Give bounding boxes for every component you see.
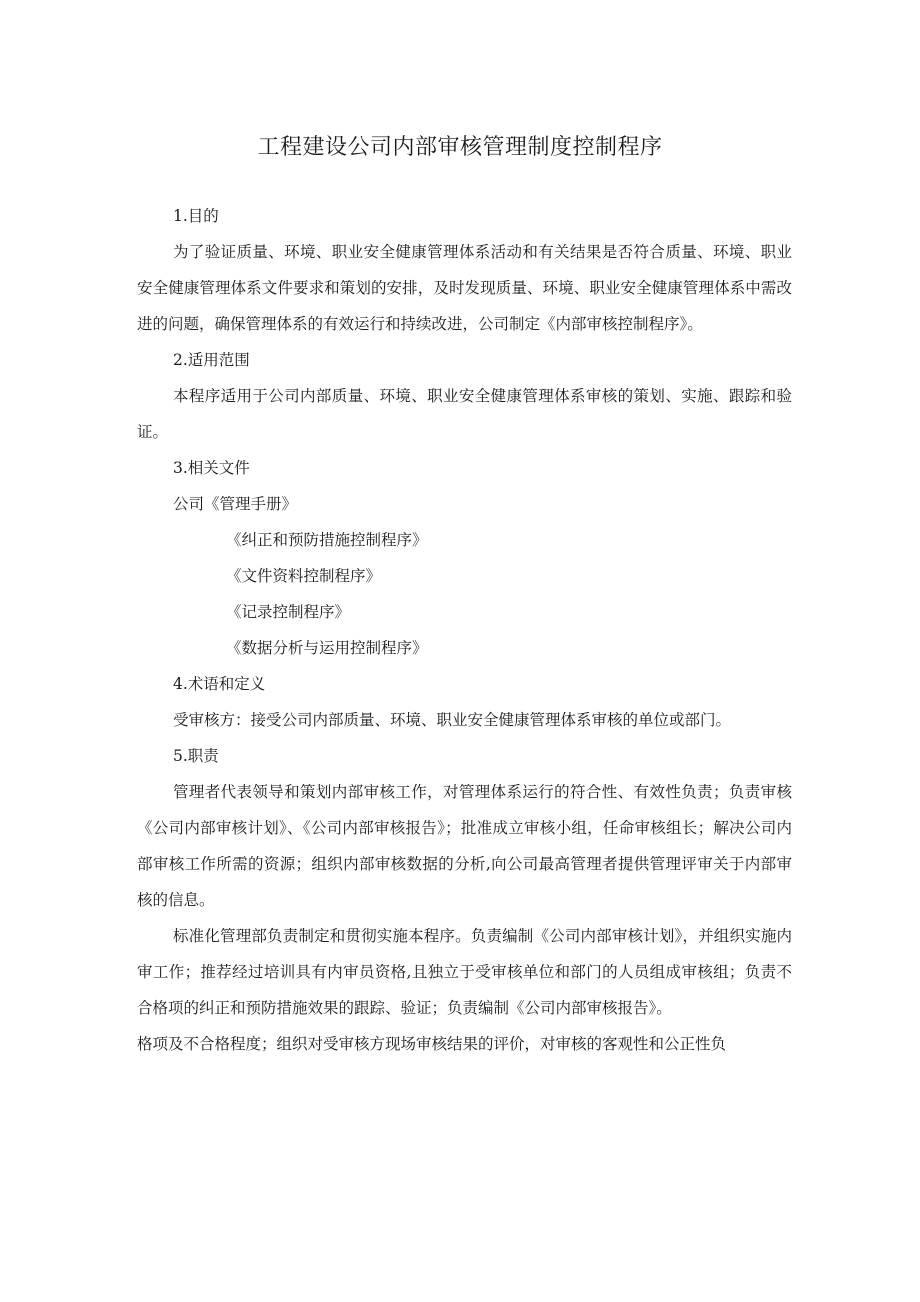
- section-heading-related-docs: 3.相关文件: [173, 459, 250, 477]
- related-doc-item: 《数据分析与运用控制程序》: [226, 639, 428, 657]
- scope-paragraph: 本程序适用于公司内部质量、环境、职业安全健康管理体系审核的策划、实施、跟踪和验证。: [137, 387, 792, 441]
- section-heading-terms: 4.术语和定义: [173, 675, 266, 693]
- purpose-paragraph: 为了验证质量、环境、职业安全健康管理体系活动和有关结果是否符合质量、环境、职业安全健康管理体系文件要求和策划的安排，及时发现质量、环境、职业安全健康管理体系中需改进的问题，确保管理体系的有效运行和持续改进，公司制定《内部审核控制程序》。: [137, 243, 792, 333]
- related-doc-item: 《记录控制程序》: [226, 603, 351, 621]
- related-doc-item: 《纠正和预防措施控制程序》: [226, 531, 428, 549]
- responsibility-paragraph: 格项及不合格程度；组织对受审核方现场审核结果的评价，对审核的客观性和公正性负: [137, 1035, 727, 1053]
- related-doc-item: 《文件资料控制程序》: [226, 567, 382, 585]
- document-body: [137, 198, 792, 1062]
- terms-paragraph: 受审核方：接受公司内部质量、环境、职业安全健康管理体系审核的单位或部门。: [173, 711, 732, 729]
- section-heading-purpose: 1.目的: [173, 207, 219, 225]
- responsibility-paragraph: 管理者代表领导和策划内部审核工作，对管理体系运行的符合性、有效性负责；负责审核《公司内部审核计划》、《公司内部审核报告》；批准成立审核小组，任命审核组长；解决公司内部审核工作所需的资源；组织内部审核数据的分析,向公司最高管理者提供管理评审关于内部审核的信息。: [137, 783, 792, 909]
- section-heading-scope: 2.适用范围: [173, 351, 250, 369]
- section-heading-responsibilities: 5.职责: [173, 747, 219, 765]
- related-doc-item: 公司《管理手册》: [173, 495, 298, 513]
- page-title: 工程建设公司内部审核管理制度控制程序: [257, 135, 663, 160]
- responsibility-paragraph: 标准化管理部负责制定和贯彻实施本程序。负责编制《公司内部审核计划》，并组织实施内审工作；推荐经过培训具有内审员资格,且独立于受审核单位和部门的人员组成审核组；负责不合格项的纠正和预防措施效果的跟踪、验证；负责编制《公司内部审核报告》。: [137, 927, 792, 1017]
